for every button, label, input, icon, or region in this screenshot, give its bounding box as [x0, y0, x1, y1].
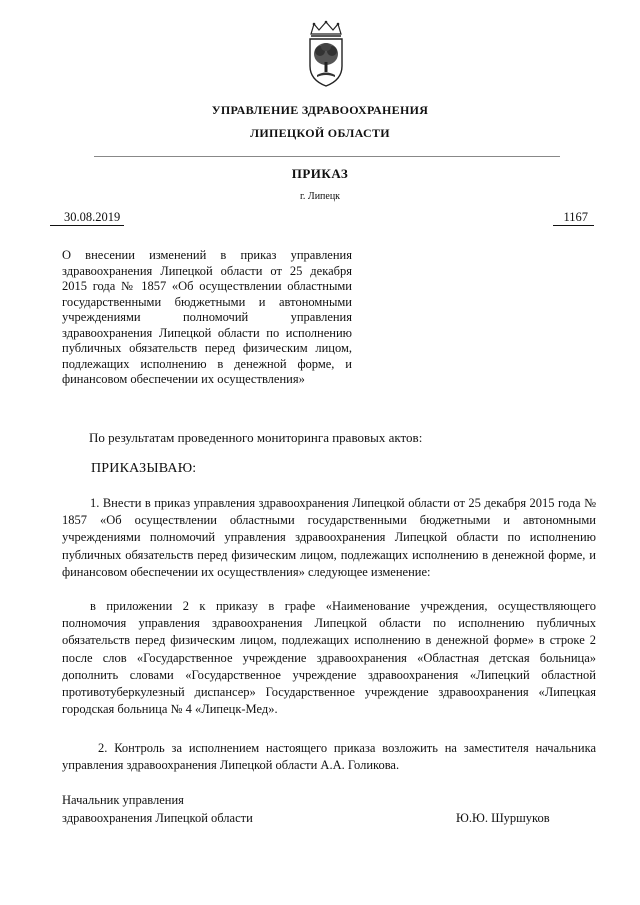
signatory-position-line2: здравоохранения Липецкой области	[62, 811, 253, 825]
order-heading: ПРИКАЗЫВАЮ:	[91, 461, 197, 476]
order-paragraph-2: 2. Контроль за исполнением настоящего приказа возложить на заместителя начальника управления здравоохранения Липецкой области А.А. Голикова.	[62, 741, 596, 773]
issue-city: г. Липецк	[299, 191, 341, 202]
document-number: 1167	[553, 210, 594, 226]
signatory-name: Ю.Ю. Шуршуков	[456, 811, 550, 825]
coat-of-arms-icon	[303, 20, 349, 88]
signatory-position-line1: Начальник управления	[62, 793, 184, 807]
order-paragraph-1: 1. Внести в приказ управления здравоохранения Липецкой области от 25 декабря 2015 года № 1857 «Об осуществлении областными государственными бюджетными и автономными учреждениями полномочий управления здравоохранения Липецкой области по исполнению публичных обязательств перед физическим лицом, подлежащих исполнению в денежной форме, и финансовом обеспечении их осуществления» следующее изменение:	[62, 496, 596, 579]
document-type-title: ПРИКАЗ	[291, 166, 349, 181]
basis-statement: По результатам проведенного мониторинга правовых актов:	[89, 430, 423, 445]
organization-name-line2: ЛИПЕЦКОЙ ОБЛАСТИ	[250, 126, 390, 140]
organization-name-line1: УПРАВЛЕНИЕ ЗДРАВООХРАНЕНИЯ	[211, 103, 429, 117]
order-paragraph-amendment: в приложении 2 к приказу в графе «Наименование учреждения, осуществляющего полномочия управления здравоохранения Липецкой области по исполнению публичных обязательств перед физическим лицом, подлежащих исполнению в денежной форме» в строке 2 после слов «Государственное учреждение здравоохранения «Областная детская больница» дополнить словами «Государственное учреждение здравоохранения «Липецкий областной противотуберкулезный диспансер» Государственное учреждение здравоохранения «Липецкая городская больница № 4 «Липецк-Мед».	[62, 599, 596, 717]
header-divider	[94, 156, 560, 157]
document-date: 30.08.2019	[50, 210, 124, 226]
document-subject: О внесении изменений в приказ управления здравоохранения Липецкой области от 25 декабря 2015 года № 1857 «Об осуществлении областными государственными бюджетными и автономными учреждениями полномочий управления здравоохранения Липецкой области по исполнению публичных обязательств перед физическим лицом, подлежащих исполнению в денежной форме, и финансовом обеспечении их осуществления»	[62, 248, 352, 386]
